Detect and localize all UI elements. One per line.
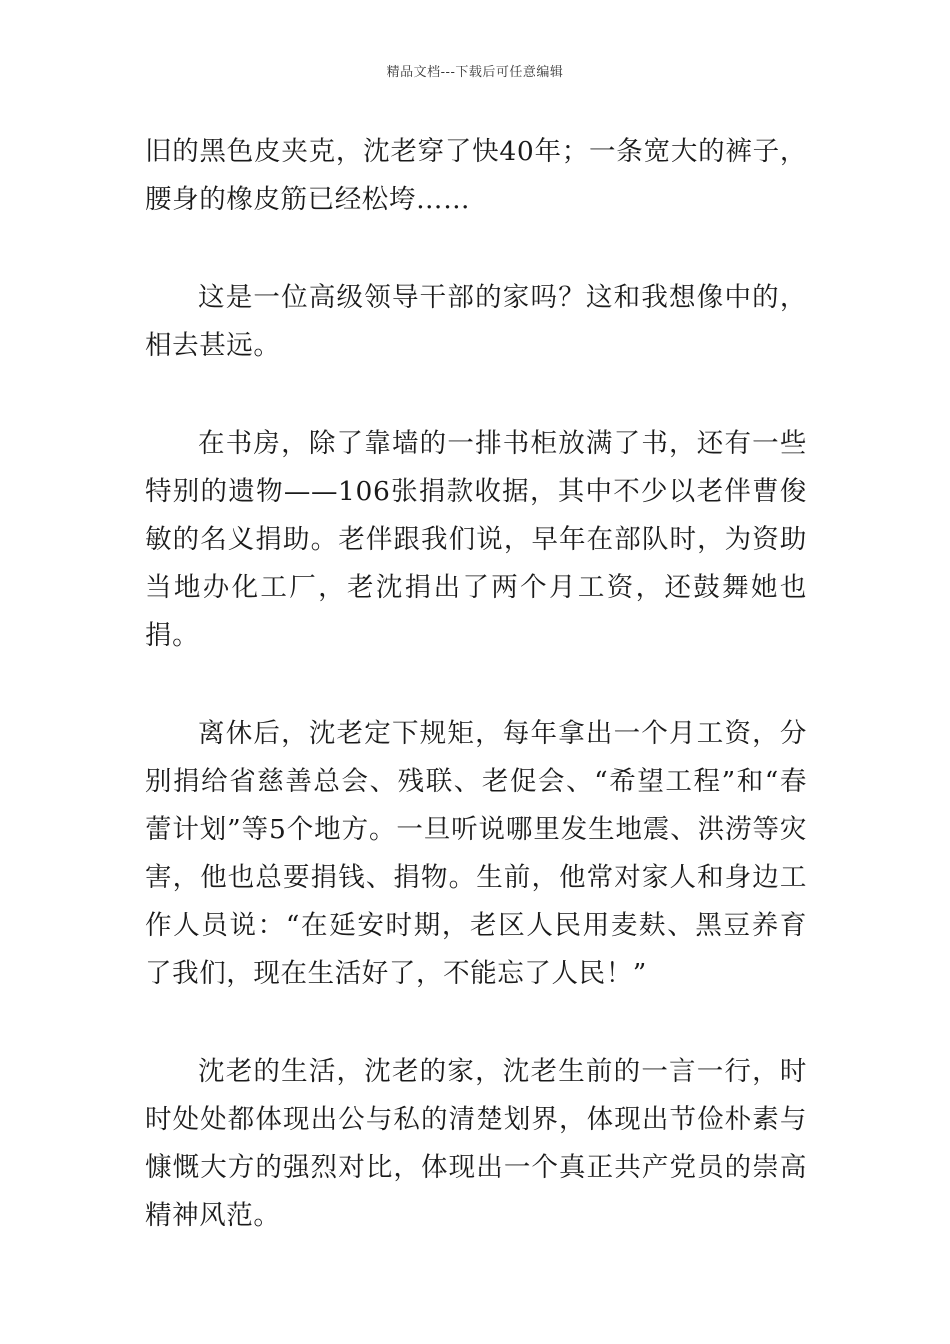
paragraph-gap (145, 370, 807, 420)
paragraph-4: 离休后，沈老定下规矩，每年拿出一个月工资，分别捐给省慈善总会、残联、老促会、“希望工程”和“春蕾计划”等5个地方。一旦听说哪里发生地震、洪涝等灾害，他也总要捐钱、捐物。生前，他常对家人和身边工作人员说：“在延安时期，老区人民用麦麸、黑豆养育了我们，现在生活好了，不能忘了人民！” (145, 718, 807, 989)
page-header: 精品文档---下载后可任意编辑 (386, 65, 564, 80)
document-body (145, 128, 807, 1240)
paragraph-2: 这是一位高级领导干部的家吗？这和我想像中的，相去甚远。 (145, 282, 807, 361)
paragraph-3: 在书房，除了靠墙的一排书柜放满了书，还有一些特别的遗物——106张捐款收据，其中不少以老伴曹俊敏的名义捐助。老伴跟我们说，早年在部队时，为资助当地办化工厂，老沈捐出了两个月工资，还鼓舞她也捐。 (145, 428, 807, 651)
paragraph-gap (145, 660, 807, 710)
paragraph-gap (145, 224, 807, 274)
paragraph-gap (145, 998, 807, 1048)
paragraph-1: 旧的黑色皮夹克，沈老穿了快40年；一条宽大的裤子，腰身的橡皮筋已经松垮…… (145, 136, 807, 215)
paragraph-5: 沈老的生活，沈老的家，沈老生前的一言一行，时时处处都体现出公与私的清楚划界，体现出节俭朴素与慷慨大方的强烈对比，体现出一个真正共产党员的崇高精神风范。 (145, 1056, 807, 1231)
